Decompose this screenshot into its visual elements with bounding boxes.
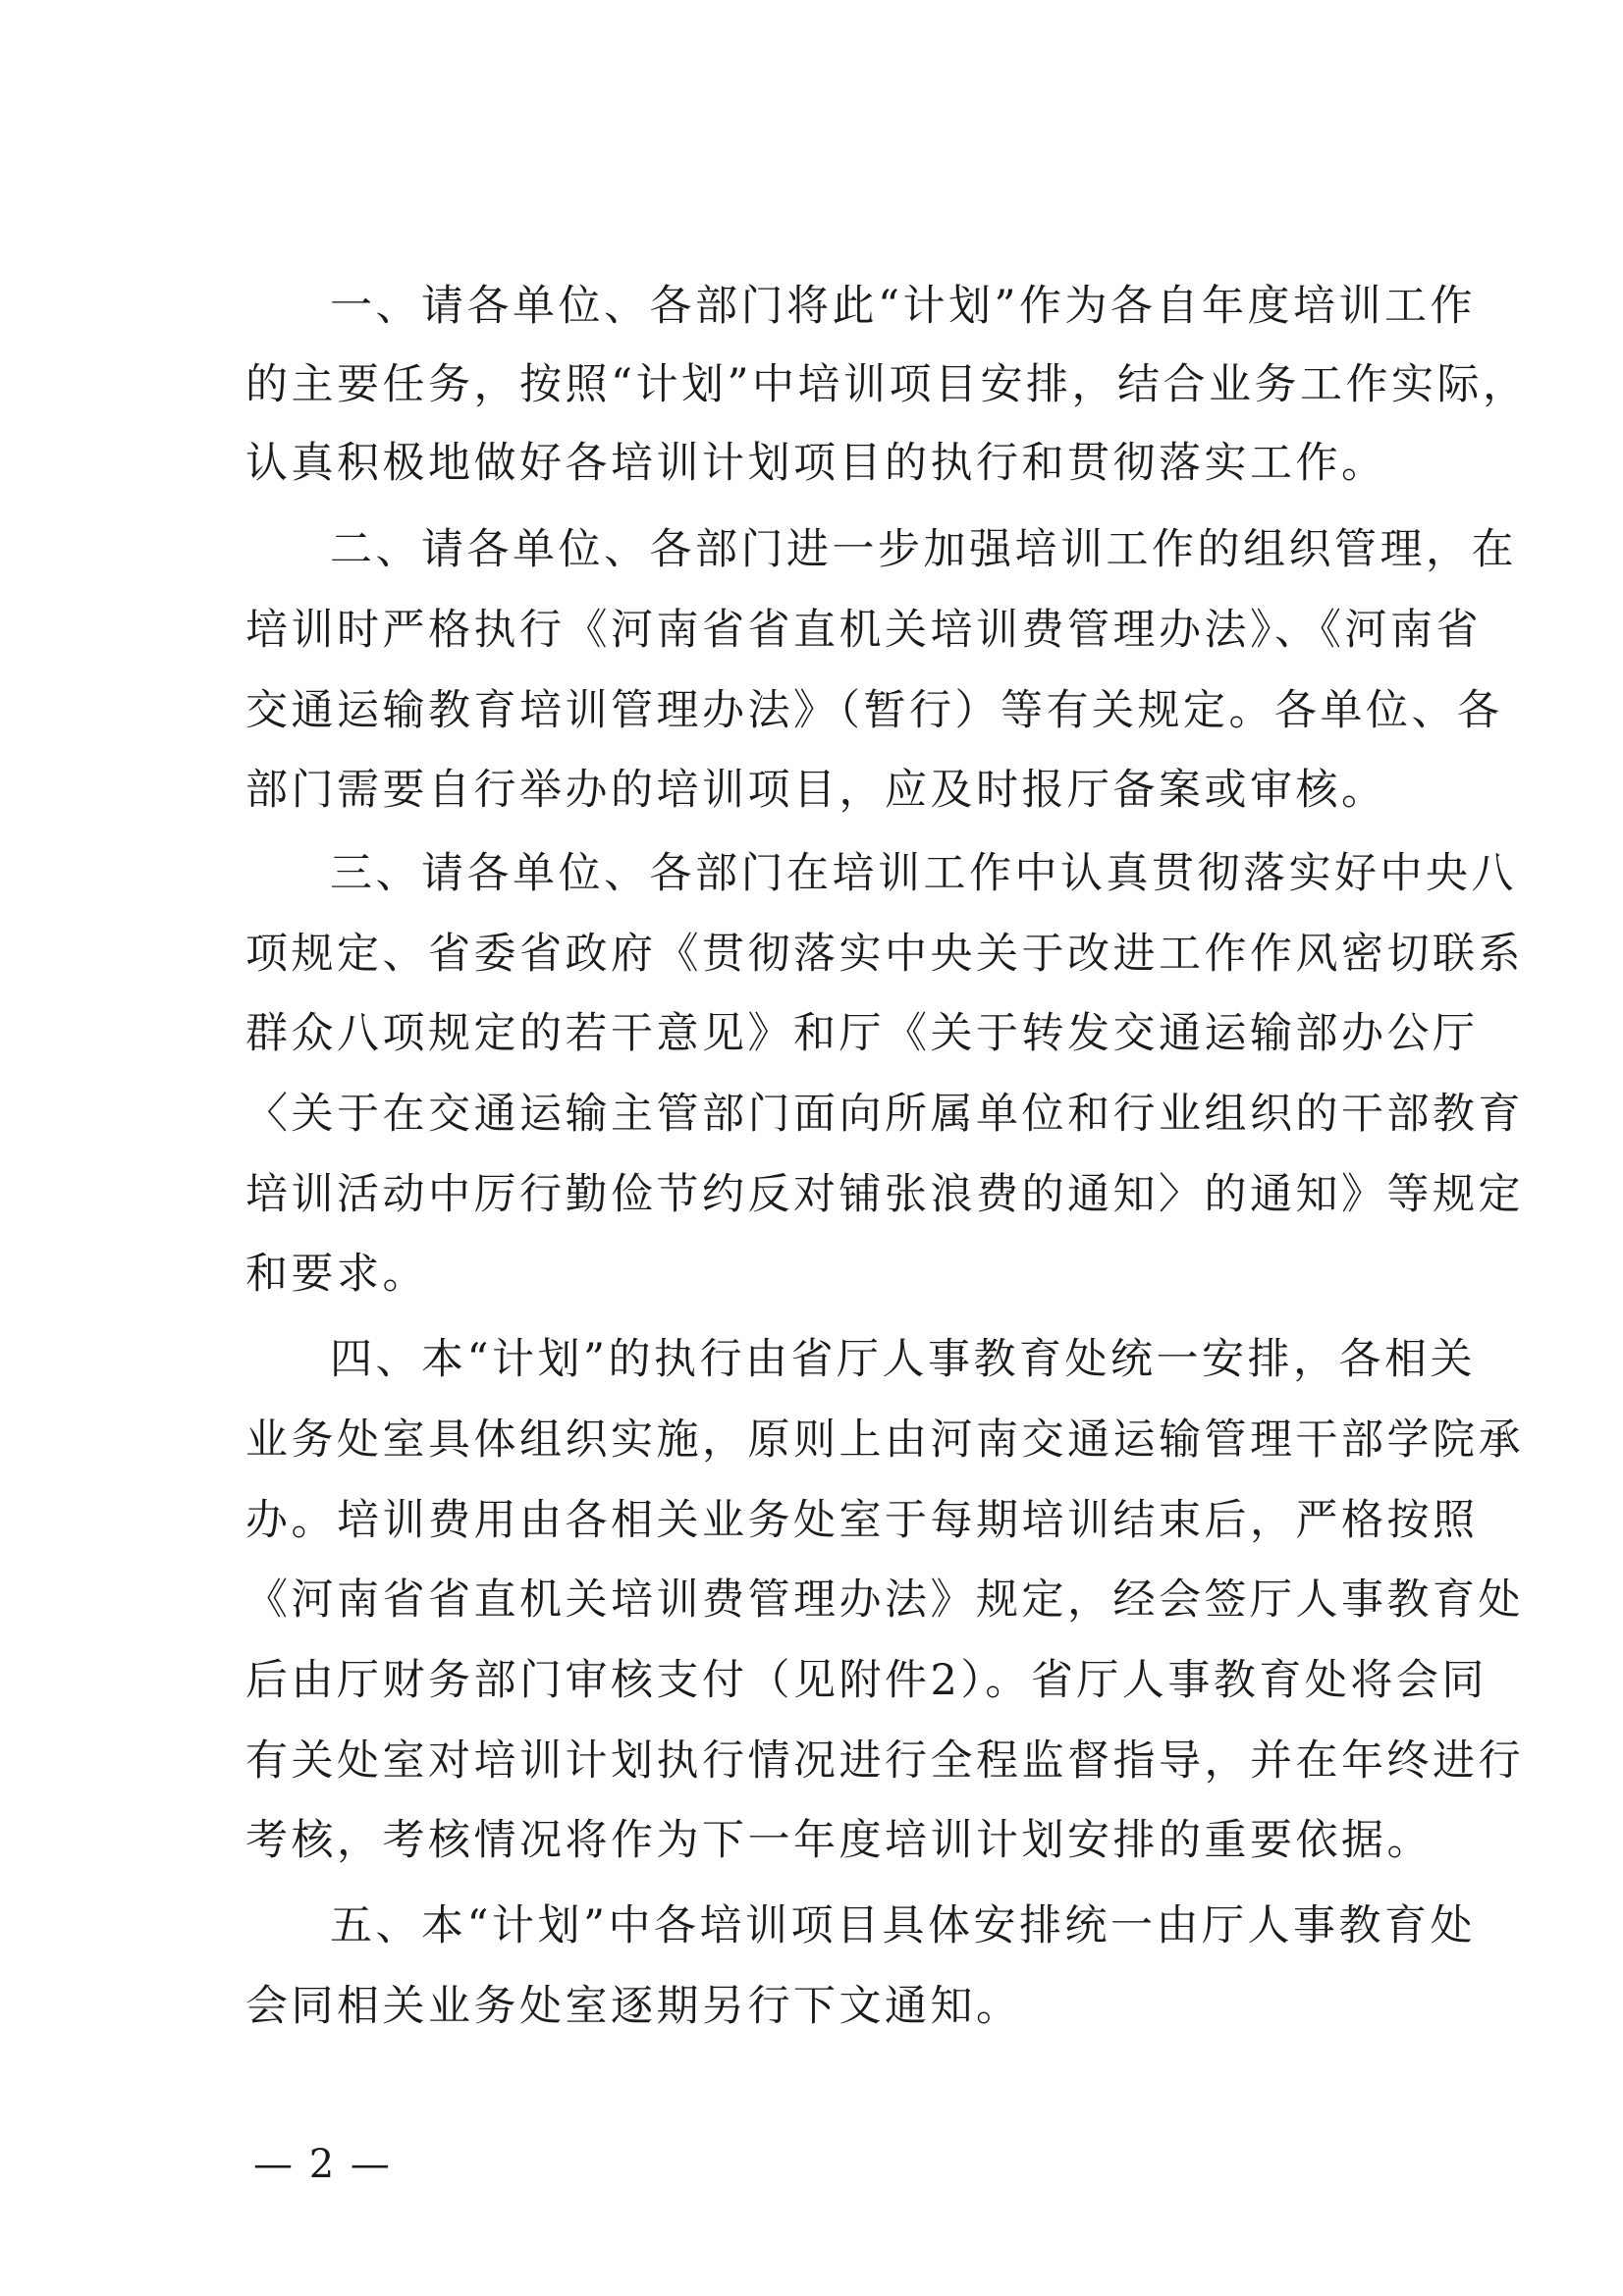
paragraph-4-line-7: 考核，考核情况将作为下一年度培训计划安排的重要依据。 xyxy=(245,1816,1433,1865)
paragraph-3-line-4: 〈关于在交通运输主管部门面向所属单位和行业组织的干部教育 xyxy=(245,1090,1524,1139)
paragraph-4-line-2: 业务处室具体组织实施，原则上由河南交通运输管理干部学院承 xyxy=(245,1415,1524,1465)
paragraph-1-line-2: 的主要任务，按照“计划”中培训项目安排，结合业务工作实际， xyxy=(245,360,1529,409)
paragraph-2-line-2: 培训时严格执行《河南省省直机关培训费管理办法》、《河南省 xyxy=(245,606,1482,655)
paragraph-1-line-1: 一、请各单位、各部门将此“计划”作为各自年度培训工作 xyxy=(330,282,1476,331)
paragraph-2-line-1: 二、请各单位、各部门进一步加强培训工作的组织管理，在 xyxy=(330,525,1517,574)
paragraph-3-line-2: 项规定、省委省政府《贯彻落实中央关于改进工作作风密切联系 xyxy=(245,930,1524,979)
paragraph-2-line-3: 交通运输教育培训管理办法》（暂行）等有关规定。各单位、各 xyxy=(245,686,1503,735)
paragraph-3-line-1: 三、请各单位、各部门在培训工作中认真贯彻落实好中央八 xyxy=(330,849,1517,898)
paragraph-3-line-6: 和要求。 xyxy=(245,1250,428,1299)
paragraph-3-line-5: 培训活动中厉行勤俭节约反对铺张浪费的通知〉的通知》等规定 xyxy=(245,1170,1524,1219)
paragraph-3-line-3: 群众八项规定的若干意见》和厅《关于转发交通运输部办公厅 xyxy=(245,1009,1479,1058)
paragraph-1-line-3: 认真积极地做好各培训计划项目的执行和贯彻落实工作。 xyxy=(245,439,1387,488)
paragraph-5-line-2: 会同相关业务处室逐期另行下文通知。 xyxy=(245,1982,1022,2031)
paragraph-4-line-3: 办。培训费用由各相关业务处室于每期培训结束后，严格按照 xyxy=(245,1496,1479,1545)
paragraph-4-line-1: 四、本“计划”的执行由省厅人事教育处统一安排，各相关 xyxy=(330,1335,1476,1384)
paragraph-2-line-4: 部门需要自行举办的培训项目，应及时报厅备案或审核。 xyxy=(245,766,1387,815)
paragraph-4-line-6: 有关处室对培训计划执行情况进行全程监督指导，并在年终进行 xyxy=(245,1736,1524,1786)
page-number: — 2 — xyxy=(253,2142,392,2187)
paragraph-4-line-5: 后由厅财务部门审核支付（见附件2）。省厅人事教育处将会同 xyxy=(245,1656,1488,1705)
paragraph-4-line-4: 《河南省省直机关培训费管理办法》规定，经会签厅人事教育处 xyxy=(245,1575,1524,1625)
paragraph-5-line-1: 五、本“计划”中各培训项目具体安排统一由厅人事教育处 xyxy=(330,1901,1476,1950)
